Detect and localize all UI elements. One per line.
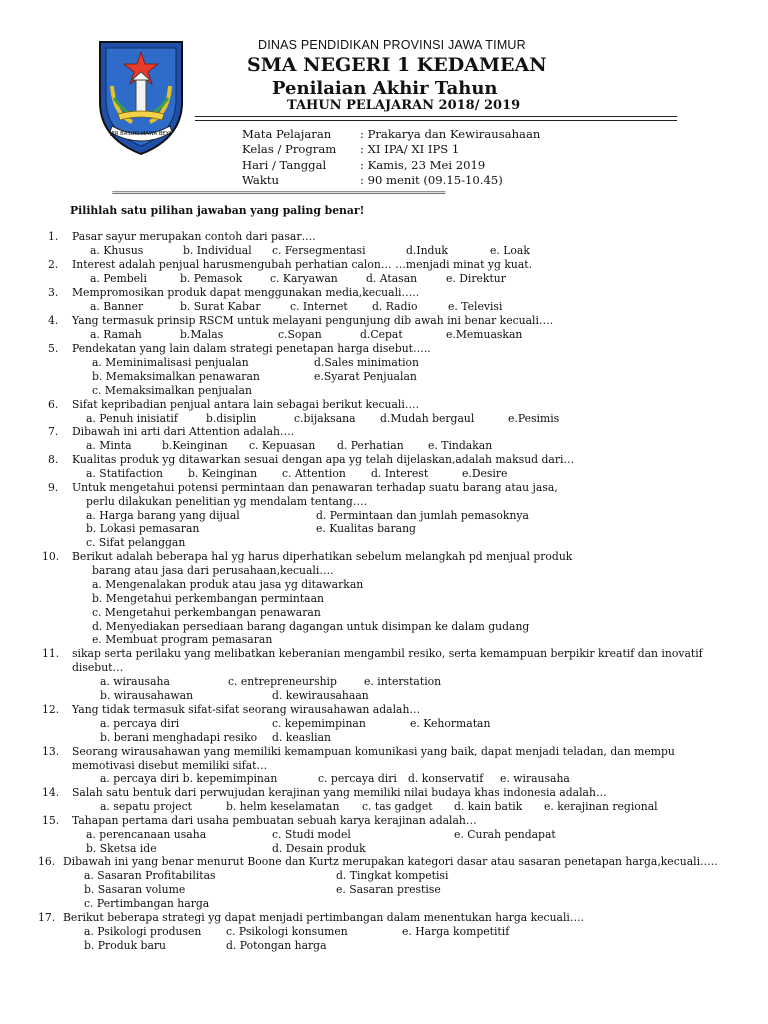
question-text: Tahapan pertama dari usaha pembuatan sebuah karya kerajinan adalah…	[72, 814, 477, 827]
question-text: Pendekatan yang lain dalam strategi penetapan harga disebut…..	[72, 342, 431, 355]
answer-option[interactable]: c. Kepuasan	[249, 439, 316, 452]
question-text: Mempromosikan produk dapat menggunakan media,kecuali…..	[72, 286, 420, 299]
answer-option[interactable]: c. Karyawan	[270, 272, 338, 285]
question-number: 1.	[48, 230, 59, 243]
answer-option[interactable]: a. percaya diri	[100, 717, 180, 730]
question-number: 9.	[48, 481, 59, 494]
answer-option[interactable]: a. Khusus	[90, 244, 144, 257]
info-value-time: : 90 menit (09.15-10.45)	[360, 173, 503, 187]
answer-option[interactable]: e.Desire	[462, 467, 508, 480]
question-number: 2.	[48, 258, 59, 271]
answer-option[interactable]: e. Membuat program pemasaran	[92, 633, 273, 646]
answer-option[interactable]: c. Attention	[282, 467, 346, 480]
answer-option[interactable]: e. Sasaran prestise	[336, 883, 441, 896]
answer-option[interactable]: a. Meminimalisasi penjualan	[92, 356, 249, 369]
question-text: Interest adalah penjual harusmengubah perhatian calon… …menjadi minat yg kuat.	[72, 258, 533, 271]
info-value-subject: : Prakarya dan Kewirausahaan	[360, 127, 541, 141]
question-number: 17.	[38, 911, 56, 924]
question-number: 15.	[42, 814, 60, 827]
answer-option[interactable]: b. Keinginan	[188, 467, 258, 480]
question-text: Untuk mengetahui potensi permintaan dan penawaran terhadap suatu barang atau jasa,	[72, 481, 558, 494]
agency-name: DINAS PENDIDIKAN PROVINSI JAWA TIMUR	[258, 38, 526, 52]
answer-option[interactable]: e. Kehormatan	[410, 717, 491, 730]
school-year: TAHUN PELAJARAN 2018/ 2019	[287, 98, 521, 113]
answer-option[interactable]: e. Televisi	[448, 300, 503, 313]
question-text: Salah satu bentuk dari perwujudan kerajinan yang memiliki nilai budaya khas indonesia adalah…	[72, 786, 607, 799]
question-number: 6.	[48, 398, 59, 411]
answer-option[interactable]: b.Malas	[180, 328, 224, 341]
answer-option[interactable]: b. Sketsa ide	[86, 842, 157, 855]
answer-option[interactable]: d. Permintaan dan jumlah pemasoknya	[316, 509, 529, 522]
question-text: memotivasi disebut memiliki sifat…	[72, 759, 268, 772]
question-text: Kualitas produk yg ditawarkan sesuai dengan apa yg telah dijelaskan,adalah maksud dari…	[72, 453, 575, 466]
info-label-date: Hari / Tanggal	[242, 158, 327, 172]
answer-option[interactable]: b. Sasaran volume	[84, 883, 186, 896]
answer-option[interactable]: a. Mengenalakan produk atau jasa yg ditawarkan	[92, 578, 364, 591]
info-label-time: Waktu	[242, 173, 279, 187]
answer-option[interactable]: c.Sopan	[278, 328, 322, 341]
answer-option[interactable]: d. Interest	[371, 467, 429, 480]
answer-option[interactable]: b. Memaksimalkan penawaran	[92, 370, 260, 383]
answer-option[interactable]: a. Minta	[86, 439, 132, 452]
answer-option[interactable]: d. kewirausahaan	[272, 689, 369, 702]
question-text: Seorang wirausahawan yang memiliki kemampuan komunikasi yang baik, dapat menjadi teladan, dan mempu	[72, 745, 675, 758]
answer-option[interactable]: b. Pemasok	[180, 272, 243, 285]
answer-option[interactable]: a. perencanaan usaha	[86, 828, 207, 841]
answer-option[interactable]: d. konservatif	[408, 772, 484, 785]
answer-option[interactable]: d.Mudah bergaul	[380, 412, 475, 425]
answer-option[interactable]: a. percaya diri b. kepemimpinan	[100, 772, 278, 785]
answer-option[interactable]: e. kerajinan regional	[544, 800, 658, 813]
answer-option[interactable]: d. Menyediakan persediaan barang dagangan untuk disimpan ke dalam gudang	[92, 620, 530, 633]
answer-option[interactable]: c. percaya diri	[318, 772, 397, 785]
answer-option[interactable]: a. Statifaction	[86, 467, 163, 480]
answer-option[interactable]: b. Mengetahui perkembangan permintaan	[92, 592, 324, 605]
separator-line: =====================================================================================	[112, 188, 445, 197]
logo-motto: JER BASUKI MAWA BEYA	[110, 131, 172, 137]
answer-option[interactable]: e.Syarat Penjualan	[314, 370, 417, 383]
question-text: disebut…	[72, 661, 124, 674]
question-number: 10.	[42, 550, 60, 563]
question-number: 5.	[48, 342, 59, 355]
answer-option[interactable]: b. helm keselamatan	[226, 800, 340, 813]
answer-option[interactable]: b. berani menghadapi resiko	[100, 731, 258, 744]
exam-title: Penilaian Akhir Tahun	[272, 78, 498, 99]
answer-option[interactable]: a. Sasaran Profitabilitas	[84, 869, 216, 882]
answer-option[interactable]: b. Produk baru	[84, 939, 167, 952]
answer-option[interactable]: e. interstation	[364, 675, 442, 688]
answer-option[interactable]: b. Surat Kabar	[180, 300, 261, 313]
answer-option[interactable]: b.Keinginan	[162, 439, 228, 452]
question-number: 7.	[48, 425, 59, 438]
school-name: SMA NEGERI 1 KEDAMEAN	[247, 54, 547, 76]
answer-option[interactable]: e.Memuaskan	[446, 328, 523, 341]
answer-option[interactable]: e.Pesimis	[508, 412, 560, 425]
answer-option[interactable]: c. Sifat pelanggan	[86, 536, 186, 549]
question-number: 3.	[48, 286, 59, 299]
answer-option[interactable]: c.bijaksana	[294, 412, 356, 425]
answer-option[interactable]: a. Banner	[90, 300, 144, 313]
answer-option[interactable]: d. Desain produk	[272, 842, 366, 855]
answer-option[interactable]: a. wirausaha	[100, 675, 170, 688]
answer-option[interactable]: b. Individual	[183, 244, 252, 257]
question-number: 16.	[38, 855, 56, 868]
answer-option[interactable]: c. Fersegmentasi	[272, 244, 366, 257]
answer-option[interactable]: d. Tingkat kompetisi	[336, 869, 449, 882]
question-number: 13.	[42, 745, 60, 758]
question-number: 11.	[42, 647, 60, 660]
answer-option[interactable]: e. Tindakan	[428, 439, 493, 452]
answer-option[interactable]: a. Penuh inisiatif	[86, 412, 178, 425]
question-text: Yang tidak termasuk sifat-sifat seorang wirausahawan adalah…	[72, 703, 421, 716]
info-value-class: : XI IPA/ XI IPS 1	[360, 142, 460, 156]
answer-option[interactable]: e. Curah pendapat	[454, 828, 556, 841]
answer-option[interactable]: c. Mengetahui perkembangan penawaran	[92, 606, 321, 619]
question-text: Berikut beberapa strategi yg dapat menjadi pertimbangan dalam menentukan harga kecuali….	[63, 911, 585, 924]
answer-option[interactable]: c. Internet	[290, 300, 348, 313]
answer-option[interactable]: c. kepemimpinan	[272, 717, 366, 730]
answer-option[interactable]: e. Loak	[490, 244, 530, 257]
answer-option[interactable]: b. wirausahawan	[100, 689, 194, 702]
answer-option[interactable]: c. Memaksimalkan penjualan	[92, 384, 252, 397]
answer-option[interactable]: d.Cepat	[360, 328, 403, 341]
info-label-subject: Mata Pelajaran	[242, 127, 332, 141]
question-text: barang atau jasa dari perusahaan,kecuali….	[92, 564, 334, 577]
answer-option[interactable]: d.Sales minimation	[314, 356, 420, 369]
question-text: Yang termasuk prinsip RSCM untuk melayani pengunjung dib awah ini benar kecuali….	[72, 314, 554, 327]
question-text: Dibawah ini arti dari Attention adalah….	[72, 425, 295, 438]
question-text: perlu dilakukan penelitian yg mendalam tentang….	[86, 495, 368, 508]
answer-option[interactable]: d. keaslian	[272, 731, 331, 744]
answer-option[interactable]: c. tas gadget	[362, 800, 433, 813]
question-number: 8.	[48, 453, 59, 466]
header-rule	[195, 116, 677, 121]
answer-option[interactable]: d. kain batik	[454, 800, 523, 813]
answer-option[interactable]: e. wirausaha	[500, 772, 570, 785]
answer-option[interactable]: d. Radio	[372, 300, 418, 313]
answer-option[interactable]: d.Induk	[406, 244, 448, 257]
answer-option[interactable]: c. Studi model	[272, 828, 351, 841]
info-value-date: : Kamis, 23 Mei 2019	[360, 158, 486, 172]
question-text: sikap serta perilaku yang melibatkan keberanian mengambil resiko, serta kemampuan berpikir kreatif dan inovatif	[72, 647, 703, 660]
school-emblem-icon	[92, 36, 190, 158]
answer-option[interactable]: e. Harga kompetitif	[402, 925, 510, 938]
question-text: Berikut adalah beberapa hal yg harus diperhatikan sebelum melangkah pd menjual produk	[72, 550, 573, 563]
info-label-class: Kelas / Program	[242, 142, 337, 156]
answer-option[interactable]: a. Psikologi produsen	[84, 925, 202, 938]
answer-option[interactable]: d. Perhatian	[337, 439, 404, 452]
question-number: 4.	[48, 314, 59, 327]
instruction: Pilihlah satu pilihan jawaban yang paling benar!	[70, 204, 365, 217]
answer-option[interactable]: d. Atasan	[366, 272, 418, 285]
answer-option[interactable]: a. Ramah	[90, 328, 142, 341]
answer-option[interactable]: b. Lokasi pemasaran	[86, 522, 200, 535]
answer-option[interactable]: b.disiplin	[206, 412, 257, 425]
answer-option[interactable]: a. Harga barang yang dijual	[86, 509, 240, 522]
answer-option[interactable]: c. entrepreneurship	[228, 675, 337, 688]
question-text: Dibawah ini yang benar menurut Boone dan Kurtz merupakan kategori dasar atau sasaran penetapan harga,kecuali…..	[63, 855, 718, 868]
answer-option[interactable]: c. Pertimbangan harga	[84, 897, 210, 910]
answer-option[interactable]: a. sepatu project	[100, 800, 193, 813]
question-number: 12.	[42, 703, 60, 716]
question-text: Pasar sayur merupakan contoh dari pasar….	[72, 230, 316, 243]
question-number: 14.	[42, 786, 60, 799]
answer-option[interactable]: c. Psikologi konsumen	[226, 925, 348, 938]
question-text: Sifat kepribadian penjual antara lain sebagai berikut kecuali….	[72, 398, 420, 411]
answer-option[interactable]: d. Potongan harga	[226, 939, 327, 952]
answer-option[interactable]: e. Direktur	[446, 272, 506, 285]
answer-option[interactable]: e. Kualitas barang	[316, 522, 416, 535]
answer-option[interactable]: a. Pembeli	[90, 272, 147, 285]
